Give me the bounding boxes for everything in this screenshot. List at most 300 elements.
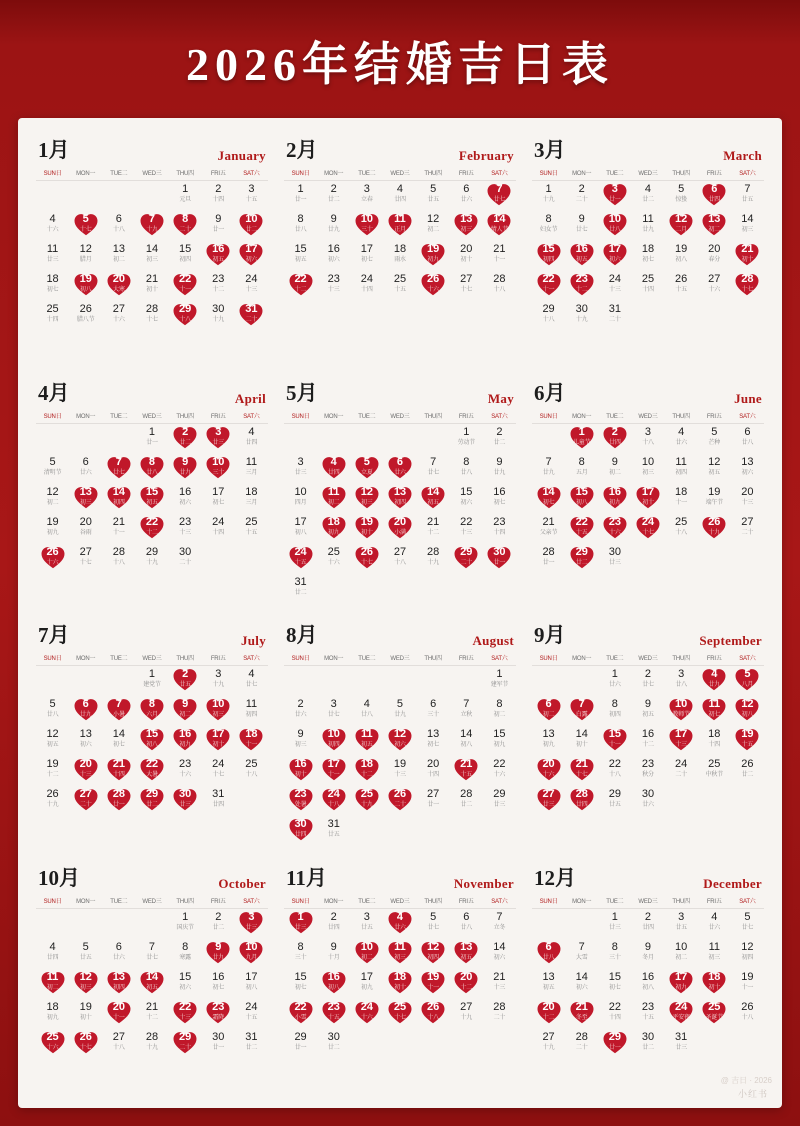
day-cell[interactable] [317,1031,350,1061]
day-cell[interactable] [36,273,69,303]
day-cell[interactable] [102,516,135,546]
day-cell[interactable] [383,486,416,516]
day-cell[interactable] [36,728,69,758]
day-cell[interactable] [483,941,516,971]
day-cell[interactable] [565,516,598,546]
day-cell[interactable] [665,668,698,698]
day-cell[interactable] [135,426,168,456]
day-cell[interactable] [135,456,168,486]
day-cell[interactable] [565,486,598,516]
day-cell[interactable] [284,546,317,576]
day-cell[interactable] [483,243,516,273]
day-cell[interactable] [731,516,764,546]
day-cell[interactable] [36,303,69,333]
day-cell[interactable] [698,273,731,303]
day-cell[interactable] [598,426,631,456]
day-cell[interactable] [36,971,69,1001]
day-cell[interactable] [235,303,268,333]
day-cell[interactable] [169,426,202,456]
day-cell[interactable] [532,1031,565,1061]
day-cell[interactable] [135,486,168,516]
day-cell[interactable] [235,243,268,273]
day-cell[interactable] [317,486,350,516]
day-cell[interactable] [350,728,383,758]
day-cell[interactable] [202,788,235,818]
day-cell[interactable] [483,728,516,758]
day-cell[interactable] [36,788,69,818]
day-cell[interactable] [135,516,168,546]
day-cell[interactable] [450,213,483,243]
day-cell[interactable] [483,183,516,213]
day-cell[interactable] [135,243,168,273]
day-cell[interactable] [731,698,764,728]
day-cell[interactable] [631,486,664,516]
day-cell[interactable] [317,1001,350,1031]
day-cell[interactable] [235,456,268,486]
day-cell[interactable] [135,273,168,303]
day-cell[interactable] [202,183,235,213]
day-cell[interactable] [36,758,69,788]
day-cell[interactable] [450,486,483,516]
day-cell[interactable] [169,183,202,213]
day-cell[interactable] [532,941,565,971]
day-cell[interactable] [598,788,631,818]
day-cell[interactable] [417,183,450,213]
day-cell[interactable] [284,728,317,758]
day-cell[interactable] [731,668,764,698]
day-cell[interactable] [631,1031,664,1061]
day-cell[interactable] [565,758,598,788]
day-cell[interactable] [565,243,598,273]
day-cell[interactable] [665,1031,698,1061]
day-cell[interactable] [317,273,350,303]
day-cell[interactable] [532,758,565,788]
day-cell[interactable] [169,213,202,243]
day-cell[interactable] [565,971,598,1001]
day-cell[interactable] [202,728,235,758]
day-cell[interactable] [350,213,383,243]
day-cell[interactable] [284,243,317,273]
day-cell[interactable] [532,698,565,728]
day-cell[interactable] [631,788,664,818]
day-cell[interactable] [665,758,698,788]
day-cell[interactable] [169,941,202,971]
day-cell[interactable] [284,1001,317,1031]
day-cell[interactable] [284,788,317,818]
day-cell[interactable] [450,728,483,758]
day-cell[interactable] [598,516,631,546]
day-cell[interactable] [284,818,317,848]
day-cell[interactable] [598,546,631,576]
day-cell[interactable] [135,728,168,758]
day-cell[interactable] [383,516,416,546]
day-cell[interactable] [598,698,631,728]
day-cell[interactable] [598,486,631,516]
day-cell[interactable] [317,941,350,971]
day-cell[interactable] [698,183,731,213]
day-cell[interactable] [350,273,383,303]
day-cell[interactable] [383,1001,416,1031]
day-cell[interactable] [598,971,631,1001]
day-cell[interactable] [169,728,202,758]
day-cell[interactable] [631,213,664,243]
day-cell[interactable] [532,1001,565,1031]
day-cell[interactable] [698,243,731,273]
day-cell[interactable] [698,728,731,758]
day-cell[interactable] [317,758,350,788]
day-cell[interactable] [235,426,268,456]
day-cell[interactable] [698,911,731,941]
day-cell[interactable] [202,698,235,728]
day-cell[interactable] [731,183,764,213]
day-cell[interactable] [698,426,731,456]
day-cell[interactable] [383,758,416,788]
day-cell[interactable] [169,546,202,576]
day-cell[interactable] [731,426,764,456]
day-cell[interactable] [235,941,268,971]
day-cell[interactable] [202,971,235,1001]
day-cell[interactable] [532,788,565,818]
day-cell[interactable] [565,273,598,303]
day-cell[interactable] [631,668,664,698]
day-cell[interactable] [565,183,598,213]
day-cell[interactable] [169,1031,202,1061]
day-cell[interactable] [36,456,69,486]
day-cell[interactable] [598,1031,631,1061]
day-cell[interactable] [631,1001,664,1031]
day-cell[interactable] [235,213,268,243]
day-cell[interactable] [450,788,483,818]
day-cell[interactable] [383,183,416,213]
day-cell[interactable] [565,546,598,576]
day-cell[interactable] [317,546,350,576]
day-cell[interactable] [69,758,102,788]
day-cell[interactable] [450,456,483,486]
day-cell[interactable] [317,728,350,758]
day-cell[interactable] [565,213,598,243]
day-cell[interactable] [202,758,235,788]
day-cell[interactable] [102,941,135,971]
day-cell[interactable] [350,1001,383,1031]
day-cell[interactable] [317,516,350,546]
day-cell[interactable] [202,1001,235,1031]
day-cell[interactable] [69,303,102,333]
day-cell[interactable] [169,486,202,516]
day-cell[interactable] [532,516,565,546]
day-cell[interactable] [284,516,317,546]
day-cell[interactable] [350,243,383,273]
day-cell[interactable] [698,941,731,971]
day-cell[interactable] [665,456,698,486]
day-cell[interactable] [731,273,764,303]
day-cell[interactable] [350,941,383,971]
day-cell[interactable] [235,668,268,698]
day-cell[interactable] [665,516,698,546]
day-cell[interactable] [284,486,317,516]
day-cell[interactable] [36,516,69,546]
day-cell[interactable] [284,911,317,941]
day-cell[interactable] [483,668,516,698]
day-cell[interactable] [483,698,516,728]
day-cell[interactable] [665,911,698,941]
day-cell[interactable] [698,486,731,516]
day-cell[interactable] [450,1001,483,1031]
day-cell[interactable] [350,971,383,1001]
day-cell[interactable] [450,971,483,1001]
day-cell[interactable] [235,971,268,1001]
day-cell[interactable] [102,698,135,728]
day-cell[interactable] [235,1031,268,1061]
day-cell[interactable] [731,486,764,516]
day-cell[interactable] [698,971,731,1001]
day-cell[interactable] [202,911,235,941]
day-cell[interactable] [36,546,69,576]
day-cell[interactable] [317,213,350,243]
day-cell[interactable] [532,303,565,333]
day-cell[interactable] [665,213,698,243]
day-cell[interactable] [284,456,317,486]
day-cell[interactable] [317,243,350,273]
day-cell[interactable] [665,486,698,516]
day-cell[interactable] [417,698,450,728]
day-cell[interactable] [102,273,135,303]
day-cell[interactable] [417,516,450,546]
day-cell[interactable] [102,1031,135,1061]
day-cell[interactable] [631,456,664,486]
day-cell[interactable] [36,698,69,728]
day-cell[interactable] [532,486,565,516]
day-cell[interactable] [235,758,268,788]
day-cell[interactable] [417,273,450,303]
day-cell[interactable] [235,728,268,758]
day-cell[interactable] [350,516,383,546]
day-cell[interactable] [135,546,168,576]
day-cell[interactable] [731,213,764,243]
day-cell[interactable] [731,1001,764,1031]
day-cell[interactable] [284,941,317,971]
day-cell[interactable] [483,758,516,788]
day-cell[interactable] [383,971,416,1001]
day-cell[interactable] [69,273,102,303]
day-cell[interactable] [565,788,598,818]
day-cell[interactable] [350,183,383,213]
day-cell[interactable] [483,788,516,818]
day-cell[interactable] [450,698,483,728]
day-cell[interactable] [69,971,102,1001]
day-cell[interactable] [102,971,135,1001]
day-cell[interactable] [102,1001,135,1031]
day-cell[interactable] [383,911,416,941]
day-cell[interactable] [565,1001,598,1031]
day-cell[interactable] [69,243,102,273]
day-cell[interactable] [631,183,664,213]
day-cell[interactable] [417,1001,450,1031]
day-cell[interactable] [135,668,168,698]
day-cell[interactable] [383,273,416,303]
day-cell[interactable] [483,486,516,516]
day-cell[interactable] [235,273,268,303]
day-cell[interactable] [417,971,450,1001]
day-cell[interactable] [565,1031,598,1061]
day-cell[interactable] [483,273,516,303]
day-cell[interactable] [383,728,416,758]
day-cell[interactable] [598,243,631,273]
day-cell[interactable] [665,243,698,273]
day-cell[interactable] [135,303,168,333]
day-cell[interactable] [698,758,731,788]
day-cell[interactable] [350,456,383,486]
day-cell[interactable] [483,1001,516,1031]
day-cell[interactable] [417,941,450,971]
day-cell[interactable] [565,456,598,486]
day-cell[interactable] [235,516,268,546]
day-cell[interactable] [532,971,565,1001]
day-cell[interactable] [69,486,102,516]
day-cell[interactable] [483,213,516,243]
day-cell[interactable] [731,456,764,486]
day-cell[interactable] [317,698,350,728]
day-cell[interactable] [532,243,565,273]
day-cell[interactable] [450,273,483,303]
day-cell[interactable] [565,303,598,333]
day-cell[interactable] [450,426,483,456]
day-cell[interactable] [202,426,235,456]
day-cell[interactable] [36,486,69,516]
day-cell[interactable] [69,728,102,758]
day-cell[interactable] [36,243,69,273]
day-cell[interactable] [417,486,450,516]
day-cell[interactable] [665,183,698,213]
day-cell[interactable] [565,728,598,758]
day-cell[interactable] [383,788,416,818]
day-cell[interactable] [665,273,698,303]
day-cell[interactable] [135,698,168,728]
day-cell[interactable] [483,456,516,486]
day-cell[interactable] [631,273,664,303]
day-cell[interactable] [202,486,235,516]
day-cell[interactable] [383,456,416,486]
day-cell[interactable] [417,546,450,576]
day-cell[interactable] [284,576,317,606]
day-cell[interactable] [202,243,235,273]
day-cell[interactable] [169,456,202,486]
day-cell[interactable] [665,426,698,456]
day-cell[interactable] [350,486,383,516]
day-cell[interactable] [483,516,516,546]
day-cell[interactable] [235,1001,268,1031]
day-cell[interactable] [135,213,168,243]
day-cell[interactable] [698,668,731,698]
day-cell[interactable] [417,213,450,243]
day-cell[interactable] [202,668,235,698]
day-cell[interactable] [69,788,102,818]
day-cell[interactable] [284,273,317,303]
day-cell[interactable] [598,941,631,971]
day-cell[interactable] [135,941,168,971]
day-cell[interactable] [565,698,598,728]
day-cell[interactable] [631,243,664,273]
day-cell[interactable] [202,213,235,243]
day-cell[interactable] [532,213,565,243]
day-cell[interactable] [235,698,268,728]
day-cell[interactable] [698,213,731,243]
day-cell[interactable] [383,698,416,728]
day-cell[interactable] [450,243,483,273]
day-cell[interactable] [631,698,664,728]
day-cell[interactable] [383,243,416,273]
day-cell[interactable] [598,758,631,788]
day-cell[interactable] [598,728,631,758]
day-cell[interactable] [202,273,235,303]
day-cell[interactable] [102,758,135,788]
day-cell[interactable] [36,213,69,243]
day-cell[interactable] [483,426,516,456]
day-cell[interactable] [169,303,202,333]
day-cell[interactable] [317,911,350,941]
day-cell[interactable] [202,941,235,971]
day-cell[interactable] [598,1001,631,1031]
day-cell[interactable] [102,788,135,818]
day-cell[interactable] [102,303,135,333]
day-cell[interactable] [450,941,483,971]
day-cell[interactable] [598,456,631,486]
day-cell[interactable] [102,456,135,486]
day-cell[interactable] [69,1031,102,1061]
day-cell[interactable] [598,668,631,698]
day-cell[interactable] [698,1001,731,1031]
day-cell[interactable] [731,728,764,758]
day-cell[interactable] [317,456,350,486]
day-cell[interactable] [102,213,135,243]
day-cell[interactable] [317,818,350,848]
day-cell[interactable] [631,758,664,788]
day-cell[interactable] [69,213,102,243]
day-cell[interactable] [532,456,565,486]
day-cell[interactable] [450,183,483,213]
day-cell[interactable] [483,546,516,576]
day-cell[interactable] [36,941,69,971]
day-cell[interactable] [631,911,664,941]
day-cell[interactable] [202,456,235,486]
day-cell[interactable] [450,911,483,941]
day-cell[interactable] [284,213,317,243]
day-cell[interactable] [532,728,565,758]
day-cell[interactable] [532,183,565,213]
day-cell[interactable] [532,546,565,576]
day-cell[interactable] [202,303,235,333]
day-cell[interactable] [169,516,202,546]
day-cell[interactable] [665,1001,698,1031]
day-cell[interactable] [69,941,102,971]
day-cell[interactable] [383,546,416,576]
day-cell[interactable] [135,1001,168,1031]
day-cell[interactable] [169,273,202,303]
day-cell[interactable] [665,941,698,971]
day-cell[interactable] [284,183,317,213]
day-cell[interactable] [102,546,135,576]
day-cell[interactable] [383,213,416,243]
day-cell[interactable] [69,516,102,546]
day-cell[interactable] [102,243,135,273]
day-cell[interactable] [598,911,631,941]
day-cell[interactable] [698,516,731,546]
day-cell[interactable] [202,1031,235,1061]
day-cell[interactable] [169,668,202,698]
day-cell[interactable] [202,516,235,546]
day-cell[interactable] [350,911,383,941]
day-cell[interactable] [317,971,350,1001]
day-cell[interactable] [317,788,350,818]
